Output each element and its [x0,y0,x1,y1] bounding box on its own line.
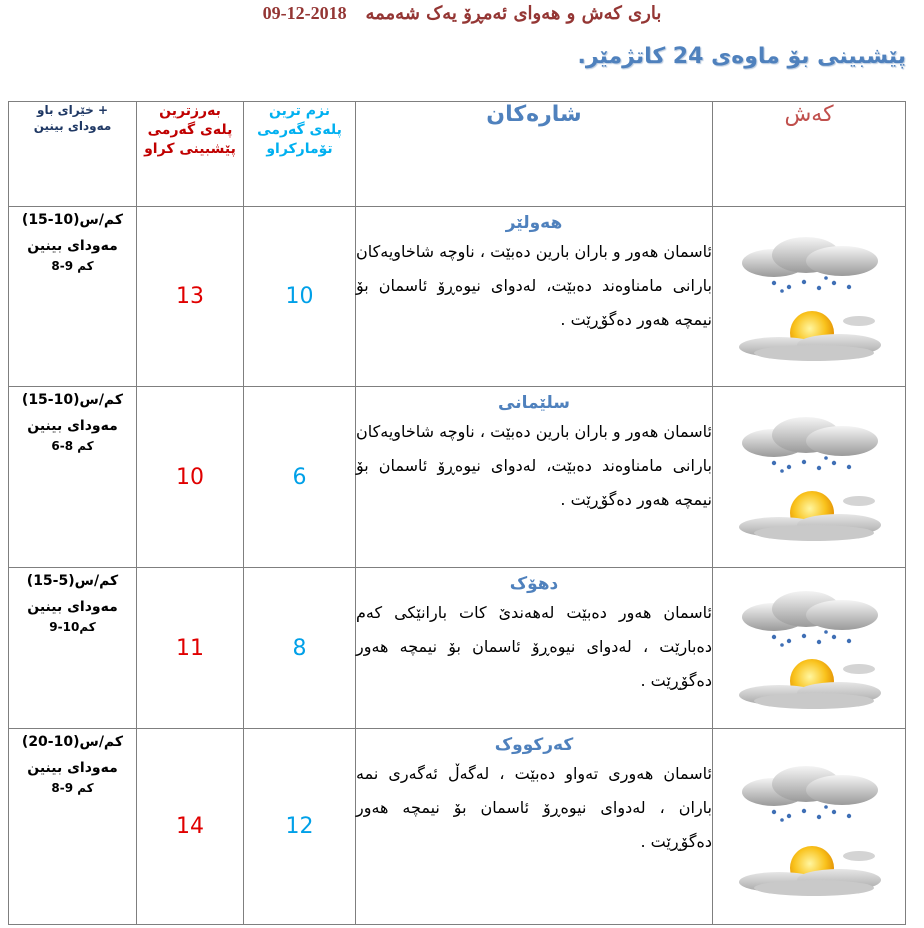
max-temp: 13 [137,207,244,387]
light-rain-cloud-and-partly-sunny-icon [734,583,884,713]
sky-header: کەش [713,102,906,207]
wind-cell [9,568,137,729]
visibility-value: 8-9 کم [51,259,94,273]
table-row [9,729,906,925]
header-row [9,102,906,207]
wind-cell [9,387,137,568]
visibility-label: مەودای بینین [27,238,118,254]
forecast-subtitle: پێشبینی بۆ ماوەی 24 کاتژمێر. [577,44,906,69]
city-forecast [356,387,713,568]
max-header-line1: بەرزترین [159,103,221,119]
visibility-value: 8-9 کم [51,781,94,795]
min-header-line2: پلەی گەرمی [257,122,342,138]
title-text: باری کەش و هەوای ئەمڕۆ یەک شەممە [365,3,662,24]
rain-cloud-and-partly-sunny-icon [734,227,884,367]
drizzle-cloud-and-partly-sunny-icon [734,752,884,902]
visibility-label: مەودای بینین [27,418,118,434]
wind-speed: (15-5)کم/س [26,573,119,589]
cities-header: شارەکان [356,102,713,207]
city-name: دهۆک [509,574,559,594]
forecast-text: ئاسمان هەور و باران بارین دەبێت ، ناوچە شاخاویەکان بارانی مامناوەند دەبێت، لەدوای نیوەڕۆ ئاسمان بۆ نیمچە هەور دەگۆڕێت . [356,422,712,509]
title-date: 2018-12-09 [262,3,347,23]
wind-speed: (15-10)کم/س [21,212,124,228]
wind-header-line: خێرای باو + [36,103,108,117]
min-temp: 6 [244,387,356,568]
forecast-text: ئاسمان هەور دەبێت لەهەندێ کات بارانێکی کەم دەبارێت ، لەدوای نیوەڕۆ ئاسمان بۆ نیمچە هەور دەگۆڕێت . [356,603,712,690]
forecast-text: ئاسمان هەوری تەواو دەبێت ، لەگەڵ ئەگەری نمە باران ، لەدوای نیوەڕۆ ئاسمان بۆ نیمچە هەور دەگۆڕێت . [356,764,712,851]
wind-visibility-header [9,102,137,207]
max-temp: 10 [137,387,244,568]
city-forecast [356,729,713,925]
max-temp-header [137,102,244,207]
min-header-line1: نزم ترین [269,103,330,119]
sky-cell [713,729,906,925]
min-temp: 8 [244,568,356,729]
visibility-label: مەودای بینین [27,599,118,615]
city-name: سلێمانی [498,393,570,413]
min-header-line3: تۆمارکراو [266,141,333,157]
max-temp: 11 [137,568,244,729]
forecast-table [8,101,906,925]
wind-cell [9,729,137,925]
table-row [9,207,906,387]
city-name: هەولێر [505,213,563,233]
city-name: کەرکووک [494,735,574,755]
visibility-label: مەودای بینین [27,760,118,776]
heavy-rain-cloud-and-partly-sunny-icon [734,407,884,547]
table-row [9,387,906,568]
visibility-value: 6-8 کم [51,439,94,453]
wind-cell [9,207,137,387]
visibility-header-line: مەودای بینین [33,119,112,133]
forecast-text: ئاسمان هەور و باران بارین دەبێت ، ناوچە شاخاویەکان بارانی مامناوەند دەبێت، لەدوای نیوەڕۆ ئاسمان بۆ نیمچە هەور دەگۆڕێت . [356,242,712,329]
city-forecast [356,207,713,387]
sky-cell [713,207,906,387]
sky-cell [713,387,906,568]
max-header-line2: پلەی گەرمی [147,122,233,138]
visibility-value: 9-10کم [49,620,96,634]
max-header-line3: پێشبینی کراو [144,141,236,157]
sky-cell [713,568,906,729]
min-temp-header [244,102,356,207]
page-title [0,3,924,24]
wind-speed: (20-10)کم/س [21,734,124,750]
table-row [9,568,906,729]
min-temp: 12 [244,729,356,925]
city-forecast [356,568,713,729]
max-temp: 14 [137,729,244,925]
min-temp: 10 [244,207,356,387]
wind-speed: (15-10)کم/س [21,392,124,408]
